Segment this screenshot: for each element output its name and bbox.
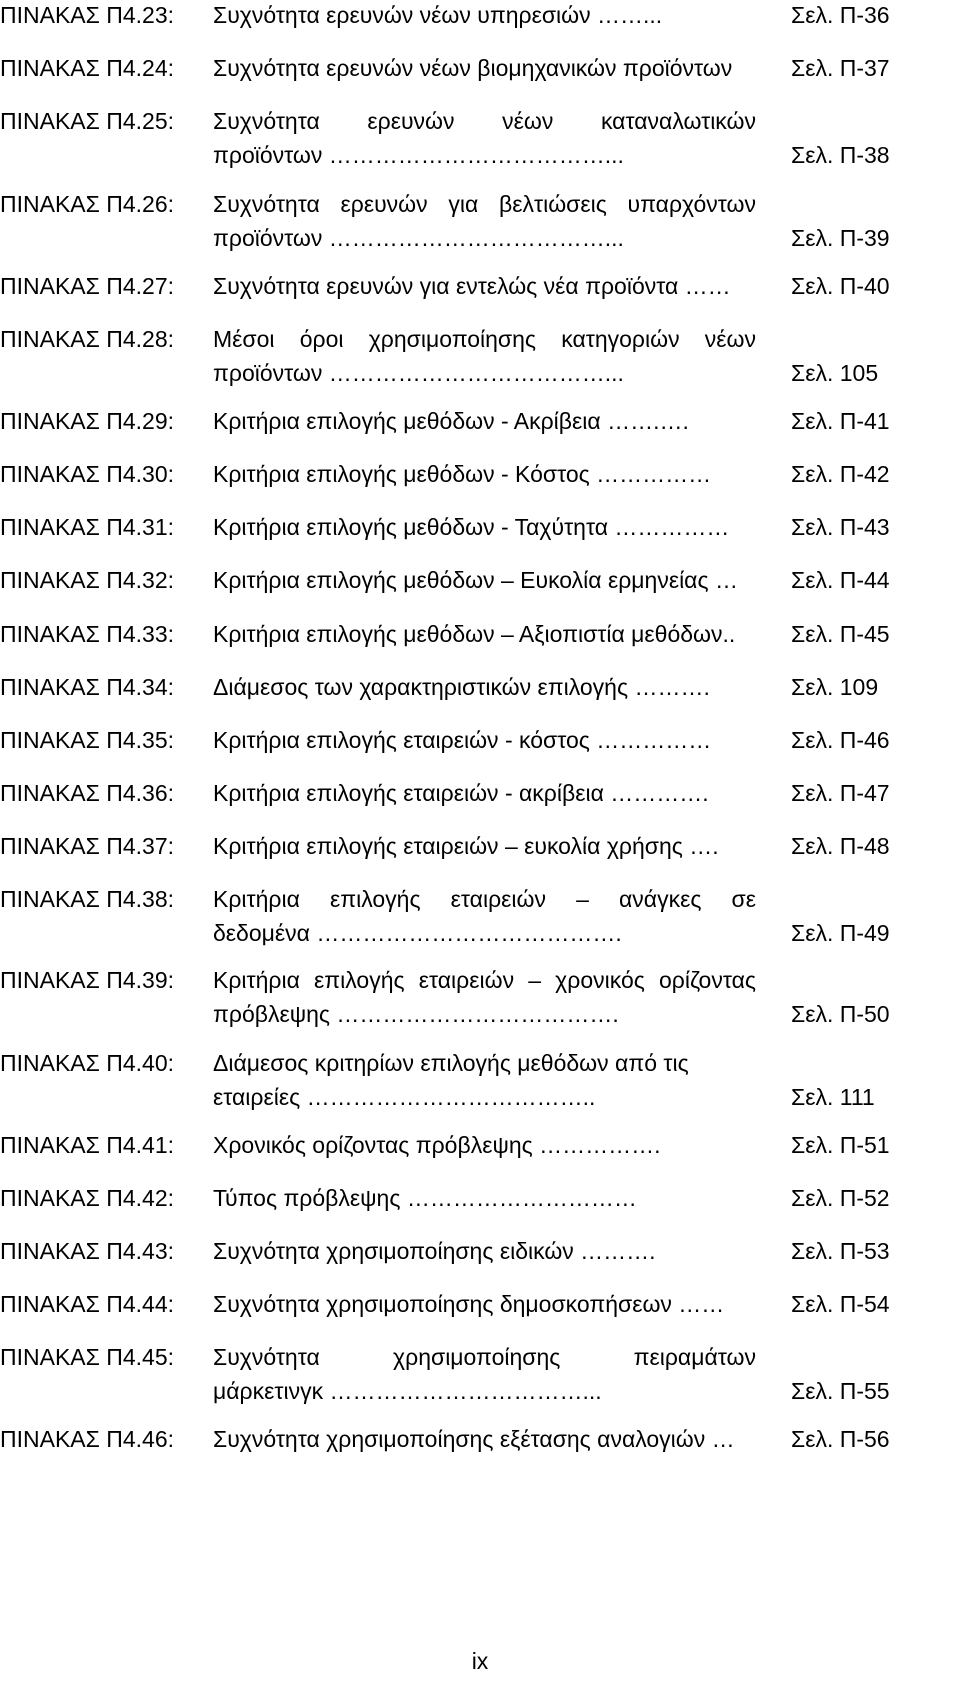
table-title-line: μάρκετινγκ ……………………………... — [213, 1378, 602, 1404]
table-title-line: Συχνότητα ερευνών νέων υπηρεσιών ……... — [213, 2, 663, 28]
page-reference: Σελ. 105 — [791, 360, 879, 386]
table-label: ΠΙΝΑΚΑΣ Π4.43: — [0, 1238, 175, 1264]
table-title — [213, 0, 781, 32]
table-title — [213, 1046, 781, 1114]
table-title-line: Συχνότητα ερευνών για εντελώς νέα προϊόντα …… — [213, 273, 731, 299]
table-label: ΠΙΝΑΚΑΣ Π4.29: — [0, 408, 175, 434]
page-reference: Σελ. Π-36 — [791, 2, 890, 28]
page-reference: Σελ. Π-55 — [791, 1378, 890, 1404]
table-title — [213, 723, 781, 757]
table-title-line: Συχνότητα ερευνών νέων καταναλωτικών — [213, 108, 756, 134]
table-title-line: Κριτήρια επιλογής μεθόδων – Αξιοπιστία μεθόδων.. — [213, 621, 736, 647]
page-reference: Σελ. Π-49 — [791, 920, 890, 946]
page-reference: Σελ. Π-53 — [791, 1238, 890, 1264]
table-title-line: Κριτήρια επιλογής εταιρειών - κόστος …………… — [213, 727, 712, 753]
table-title — [213, 1128, 781, 1162]
table-title-line: προϊόντων ………………………………... — [213, 142, 624, 168]
table-title — [213, 776, 781, 810]
table-title-line: Τύπος πρόβλεψης ………………………… — [213, 1185, 637, 1211]
table-title-line: Συχνότητα ερευνών για βελτιώσεις υπαρχόντων — [213, 191, 756, 217]
table-label: ΠΙΝΑΚΑΣ Π4.41: — [0, 1132, 175, 1158]
table-title — [213, 1340, 781, 1408]
table-label: ΠΙΝΑΚΑΣ Π4.42: — [0, 1185, 175, 1211]
table-title-line: εταιρείες ……………………………….. — [213, 1084, 596, 1110]
table-label: ΠΙΝΑΚΑΣ Π4.31: — [0, 514, 175, 540]
table-label: ΠΙΝΑΚΑΣ Π4.45: — [0, 1344, 175, 1370]
table-label: ΠΙΝΑΚΑΣ Π4.28: — [0, 326, 175, 352]
table-label: ΠΙΝΑΚΑΣ Π4.44: — [0, 1291, 175, 1317]
table-title — [213, 1234, 781, 1268]
page-reference: Σελ. Π-39 — [791, 225, 890, 251]
table-title-line: Κριτήρια επιλογής εταιρειών - ακρίβεια …………. — [213, 780, 709, 806]
table-label: ΠΙΝΑΚΑΣ Π4.35: — [0, 727, 175, 753]
table-title-line: Κριτήρια επιλογής μεθόδων – Ευκολία ερμηνείας … — [213, 567, 738, 593]
page-reference: Σελ. Π-40 — [791, 273, 890, 299]
page-reference: Σελ. Π-45 — [791, 621, 890, 647]
table-title-line: Μέσοι όροι χρησιμοποίησης κατηγοριών νέων — [213, 326, 756, 352]
page-reference: Σελ. Π-54 — [791, 1291, 890, 1317]
table-title-line: Διάμεσος των χαρακτηριστικών επιλογής ………. — [213, 674, 710, 700]
table-label: ΠΙΝΑΚΑΣ Π4.26: — [0, 191, 175, 217]
table-title-line: Διάμεσος κριτηρίων επιλογής μεθόδων από τις — [213, 1050, 689, 1076]
page-reference: Σελ. Π-48 — [791, 833, 890, 859]
page-reference: Σελ. Π-42 — [791, 461, 890, 487]
table-label: ΠΙΝΑΚΑΣ Π4.32: — [0, 567, 175, 593]
table-title-line: δεδομένα …………………………………. — [213, 920, 622, 946]
table-title-line: Κριτήρια επιλογής μεθόδων - Κόστος …………… — [213, 461, 712, 487]
table-title-line: Κριτήρια επιλογής εταιρειών – χρονικός ορίζοντας — [213, 967, 756, 993]
page-reference: Σελ. Π-51 — [791, 1132, 890, 1158]
table-title-line: Κριτήρια επιλογής εταιρειών – ευκολία χρήσης …. — [213, 833, 719, 859]
table-title-line: Συχνότητα χρησιμοποίησης πειραμάτων — [213, 1344, 756, 1370]
table-title-line: Συχνότητα χρησιμοποίησης εξέτασης αναλογιών … — [213, 1426, 735, 1452]
table-title — [213, 1287, 781, 1321]
table-title — [213, 269, 781, 303]
table-label: ΠΙΝΑΚΑΣ Π4.37: — [0, 833, 175, 859]
table-title-line: Συχνότητα χρησιμοποίησης δημοσκοπήσεων …… — [213, 1291, 725, 1317]
page-reference: Σελ. Π-38 — [791, 142, 890, 168]
page-reference: Σελ. Π-52 — [791, 1185, 890, 1211]
table-title — [213, 963, 781, 1031]
table-label: ΠΙΝΑΚΑΣ Π4.23: — [0, 2, 175, 28]
table-title-line: προϊόντων ………………………………... — [213, 360, 624, 386]
table-label: ΠΙΝΑΚΑΣ Π4.30: — [0, 461, 175, 487]
table-title — [213, 1181, 781, 1215]
table-title — [213, 510, 781, 544]
table-title — [213, 1422, 781, 1456]
table-title — [213, 51, 781, 85]
table-title — [213, 563, 781, 597]
page-reference: Σελ. Π-56 — [791, 1426, 890, 1452]
table-label: ΠΙΝΑΚΑΣ Π4.40: — [0, 1050, 175, 1076]
page-reference: Σελ. Π-37 — [791, 55, 890, 81]
table-title-line: Χρονικός ορίζοντας πρόβλεψης ……………. — [213, 1132, 661, 1158]
page-reference: Σελ. Π-47 — [791, 780, 890, 806]
table-title — [213, 457, 781, 491]
table-label: ΠΙΝΑΚΑΣ Π4.25: — [0, 108, 175, 134]
table-title — [213, 829, 781, 863]
page-reference: Σελ. Π-41 — [791, 408, 890, 434]
page-reference: Σελ. 111 — [791, 1084, 875, 1110]
table-title — [213, 617, 781, 651]
table-title — [213, 404, 781, 438]
table-label: ΠΙΝΑΚΑΣ Π4.33: — [0, 621, 175, 647]
table-label: ΠΙΝΑΚΑΣ Π4.38: — [0, 886, 175, 912]
table-title-line: πρόβλεψης ………………………………. — [213, 1001, 619, 1027]
table-title-line: Κριτήρια επιλογής μεθόδων - Ακρίβεια …….…. — [213, 408, 689, 434]
table-title — [213, 882, 781, 950]
table-label: ΠΙΝΑΚΑΣ Π4.24: — [0, 55, 175, 81]
table-label: ΠΙΝΑΚΑΣ Π4.34: — [0, 674, 175, 700]
table-label: ΠΙΝΑΚΑΣ Π4.46: — [0, 1426, 175, 1452]
table-title-line: Συχνότητα ερευνών νέων βιομηχανικών προϊόντων — [213, 55, 733, 81]
table-label: ΠΙΝΑΚΑΣ Π4.36: — [0, 780, 175, 806]
table-label: ΠΙΝΑΚΑΣ Π4.27: — [0, 273, 175, 299]
table-title-line: Κριτήρια επιλογής εταιρειών – ανάγκες σε — [213, 886, 756, 912]
table-title-line: Κριτήρια επιλογής μεθόδων - Ταχύτητα …………… — [213, 514, 730, 540]
page-reference: Σελ. 109 — [791, 674, 879, 700]
table-title — [213, 322, 781, 390]
page-reference: Σελ. Π-46 — [791, 727, 890, 753]
table-title — [213, 104, 781, 172]
page-reference: Σελ. Π-44 — [791, 567, 890, 593]
table-title-line: Συχνότητα χρησιμοποίησης ειδικών ………. — [213, 1238, 656, 1264]
table-label: ΠΙΝΑΚΑΣ Π4.39: — [0, 967, 175, 993]
page-reference: Σελ. Π-43 — [791, 514, 890, 540]
page-number: ix — [471, 1648, 489, 1674]
page-reference: Σελ. Π-50 — [791, 1001, 890, 1027]
table-title-line: προϊόντων ………………………………... — [213, 225, 624, 251]
table-title — [213, 187, 781, 255]
table-title — [213, 670, 781, 704]
